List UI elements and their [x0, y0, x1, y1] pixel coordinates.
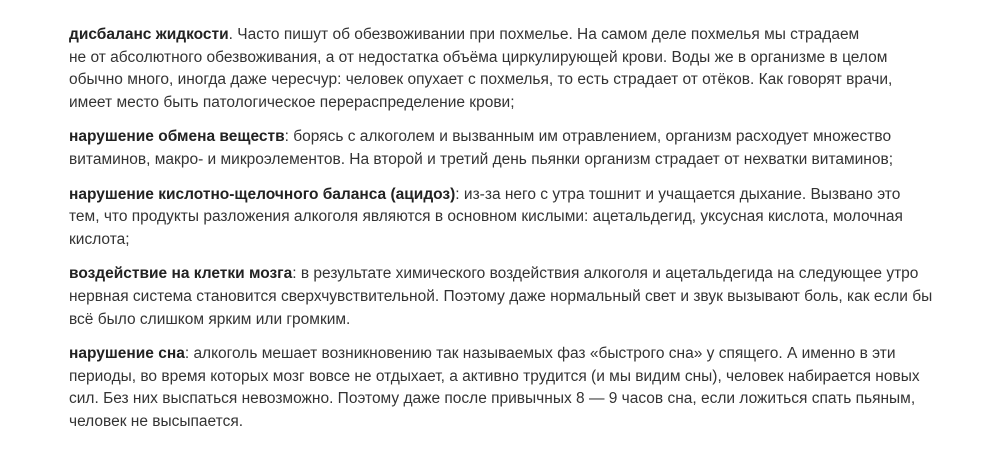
paragraph-metabolism — [69, 126, 969, 171]
paragraph-text: : борясь с алкоголем и вызванным им отравлением, организм расходует множество — [284, 128, 892, 146]
paragraph-line: имеет место быть патологическое перераспределение крови; — [69, 93, 515, 111]
paragraph-line: тем, что продукты разложения алкоголя являются в основном кислыми: ацетальдегид, уксусная кислота, молочная — [69, 208, 903, 226]
paragraph-line: обычно много, иногда даже чересчур: человек опухает с похмелья, то есть страдает от отёков. Как говорят врачи, — [69, 71, 893, 89]
term-acidosis: нарушение кислотно-щелочного баланса (ацидоз) — [69, 185, 456, 203]
paragraph-line — [69, 343, 969, 366]
term-sleep: нарушение сна — [69, 345, 185, 363]
term-brain-cells: воздействие на клетки мозга — [69, 265, 293, 283]
paragraph-text: : в результате химического воздействия алкоголя и ацетальдегида на следующее утро — [292, 265, 919, 283]
paragraph-fluid-imbalance — [69, 24, 969, 114]
term-metabolism: нарушение обмена веществ — [69, 128, 285, 146]
article-body — [69, 24, 969, 446]
paragraph-text: . Часто пишут об обезвоживании при похмелье. На самом деле похмелья мы страдаем — [228, 26, 860, 43]
paragraph-line — [69, 126, 969, 149]
paragraph-line — [69, 263, 969, 286]
paragraph-line: не от абсолютного обезвоживания, а от недостатка объёма циркулирующей крови. Воды же в организме в целом — [69, 48, 888, 66]
paragraph-line: всё было слишком ярким или громким. — [69, 310, 351, 328]
paragraph-acidosis — [69, 184, 969, 252]
term-fluid-imbalance: дисбаланс жидкости — [69, 26, 229, 43]
paragraph-line — [69, 184, 969, 207]
paragraph-line: кислота; — [69, 230, 130, 248]
paragraph-text: : из-за него с утра тошнит и учащается дыхание. Вызвано это — [455, 185, 901, 203]
paragraph-line: сил. Без них выспаться невозможно. Поэтому даже после привычных 8 — 9 часов сна, если ложиться спать пьяным, — [69, 390, 916, 408]
paragraph-line: периоды, во время которых мозг вовсе не отдыхает, а активно трудится (и мы видим сны), человек набирается новых — [69, 367, 920, 385]
paragraph-line: витаминов, макро- и микроэлементов. На второй и третий день пьянки организм страдает от нехватки витаминов; — [69, 150, 894, 168]
paragraph-line: человек не высыпается. — [69, 412, 244, 430]
paragraph-line: нервная система становится сверхчувствительной. Поэтому даже нормальный свет и звук вызывают боль, как если бы — [69, 287, 933, 305]
paragraph-brain-cells — [69, 263, 969, 331]
paragraph-sleep — [69, 343, 969, 433]
paragraph-line — [69, 24, 969, 47]
paragraph-text: : алкоголь мешает возникновению так называемых фаз «быстрого сна» у спящего. А именно в эти — [184, 345, 896, 363]
